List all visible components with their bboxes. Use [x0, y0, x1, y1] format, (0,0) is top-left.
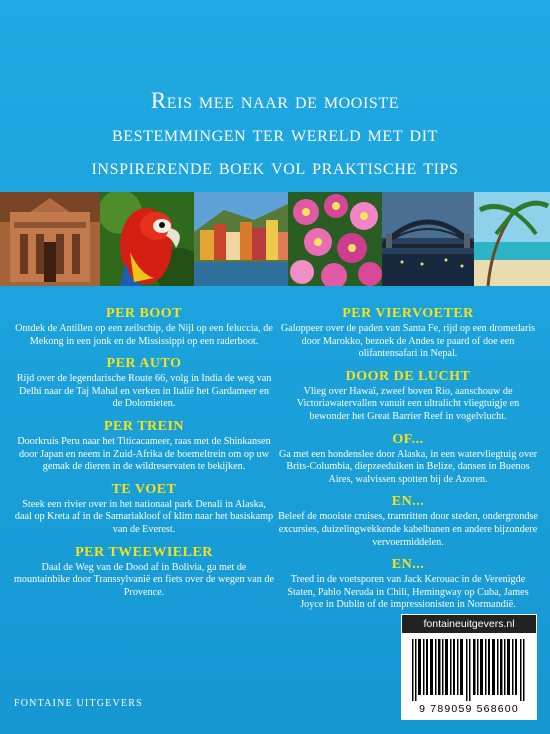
photo-parrot — [100, 192, 194, 286]
headline-line-1: Reis mee naar de mooiste — [150, 88, 400, 113]
section-heading: PER TWEEWIELER — [75, 544, 213, 560]
headline-line-2: bestemmingen ter wereld met dit — [111, 121, 438, 146]
section-text: Galoppeer over de paden van Santa Fe, rijd op een dromedaris door Marokko, bezoek de Andes te paard of doe een olifantensafari in Nepal. — [280, 323, 536, 360]
section-per-auto — [14, 356, 274, 411]
section-text: Vlieg over Hawaï, zweef boven Rio, aanschouw de Victoriawatervallen vanuit een ultralicht vliegtuigje en bewonder het Great Barrier Reef in vogelvlucht. — [296, 385, 520, 422]
section-heading: PER VIERVOETER — [342, 306, 474, 321]
section-heading: PER AUTO — [106, 356, 182, 372]
section-text: Rijd over de legendarische Route 66, volg in India de weg van Delhi naar de Taj Mahal en verken in Italië het Gardameer en de Dolomieten. — [16, 373, 272, 410]
photo-beach — [474, 192, 550, 286]
photo-petra — [0, 192, 100, 286]
section-heading: PER TREIN — [103, 418, 185, 434]
section-of — [278, 432, 538, 487]
section-text: Steek een rivier over in het nationaal park Denali in Alaska, daal op Kreta af in de Samariakloof of klim naar het basiskamp van de Everest. — [14, 498, 274, 535]
section-text: Ga met een hondenslee door Alaska, in een watervliegtuig over Brits-Columbia, diepzeeduiken in Belize, dansen in Buenos Aires, walvissen spotten bij de Azoren. — [279, 448, 537, 485]
publisher-url: fontaineuitgevers.nl — [402, 615, 536, 633]
right-column — [278, 306, 538, 620]
section-heading: PER BOOT — [106, 306, 182, 321]
barcode — [412, 639, 526, 701]
section-per-trein — [14, 419, 274, 474]
section-door-de-lucht — [278, 369, 538, 424]
section-per-viervoeter — [278, 306, 538, 361]
section-en-1 — [278, 494, 538, 549]
section-text: Beleef de mooiste cruises, tramritten door steden, ondergrondse excursies, duizelingwekkende kabelbanen en andere bijzondere vervoermiddelen. — [278, 511, 538, 548]
headline-line-3: inspirerende boek vol praktische tips — [91, 154, 459, 179]
section-heading: EN... — [391, 494, 425, 510]
section-te-voet — [14, 482, 274, 537]
section-text: Ontdek de Antillen op een zeilschip, de Nijl op een feluccia, de Mekong in een jonk en de Mississippi op een raderboot. — [15, 323, 273, 347]
section-heading: EN... — [391, 557, 425, 573]
section-heading: OF... — [392, 431, 424, 447]
photo-village — [194, 192, 288, 286]
isbn-number: 9 789059 568600 — [419, 703, 519, 715]
section-per-boot — [14, 306, 274, 348]
publisher-name: FONTAINE UITGEVERS — [14, 698, 143, 709]
photo-flowers — [288, 192, 382, 286]
barcode-label — [401, 614, 537, 720]
photo-strip — [0, 192, 550, 286]
section-heading: DOOR DE LUCHT — [345, 368, 471, 384]
headline — [0, 84, 550, 183]
photo-harbour-bridge — [382, 192, 474, 286]
section-per-tweewieler — [14, 545, 274, 600]
section-heading: TE VOET — [111, 481, 177, 497]
section-text: Doorkruis Peru naar het Titicacameer, raas met de Shinkansen door Japan en neem in Zuid-Afrika de boemeltrein om op uw gemak de dieren in de wildreservaten te bekijken. — [17, 435, 271, 473]
section-text: Treed in de voetsporen van Jack Kerouac in de Verenigde Staten, Pablo Neruda in Chili, Hemingway op Cuba, James Joyce in Dublin of de impressionisten in Normandië. — [287, 574, 529, 611]
section-text: Daal de Weg van de Dood af in Bolivia, ga met de mountainbike door Transsylvanië en fiets over de wegen van de Provence. — [14, 561, 275, 598]
section-en-2 — [278, 557, 538, 612]
left-column — [14, 306, 274, 607]
